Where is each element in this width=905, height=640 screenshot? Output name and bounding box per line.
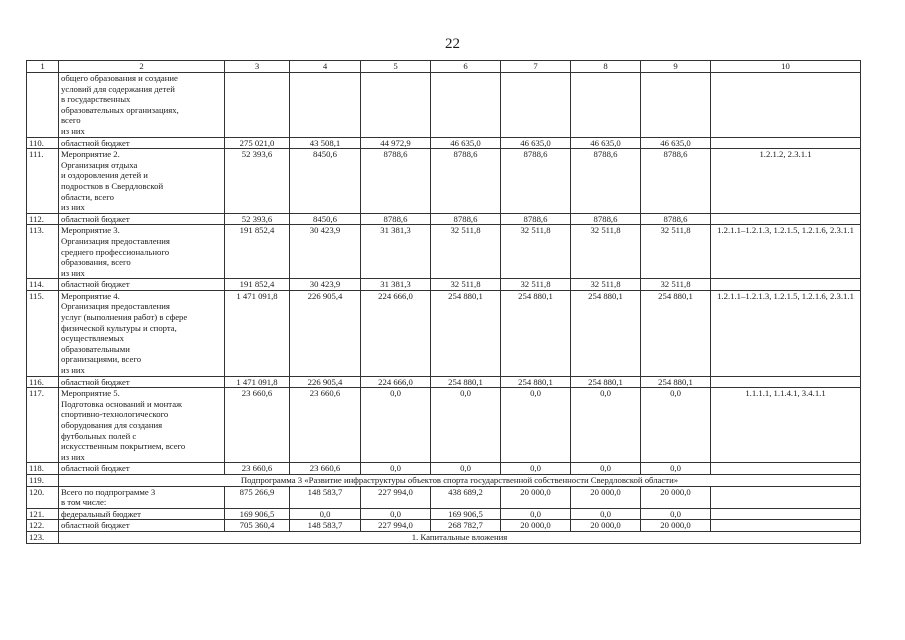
value-cell: 254 880,1 — [571, 290, 641, 376]
row-description — [59, 376, 225, 388]
value-cell: 148 583,7 — [290, 486, 361, 508]
row-number: 114. — [27, 279, 59, 291]
value-cell: 31 381,3 — [361, 225, 431, 279]
description-line: Организация предоставления — [61, 301, 170, 312]
table-row — [27, 149, 861, 214]
value-cell: 8788,6 — [571, 149, 641, 214]
value-cell: 30 423,9 — [290, 279, 361, 291]
description-line: среднего профессионального — [61, 246, 170, 257]
value-cell: 705 360,4 — [225, 520, 290, 532]
table-row — [27, 376, 861, 388]
value-cell: 0,0 — [571, 388, 641, 463]
value-cell: 268 782,7 — [431, 520, 501, 532]
value-cell: 20 000,0 — [571, 520, 641, 532]
row-description — [59, 290, 225, 376]
description-line: образования, всего — [61, 257, 131, 268]
target-indicators — [711, 376, 861, 388]
value-cell: 254 880,1 — [571, 376, 641, 388]
target-indicators — [711, 520, 861, 532]
table-row — [27, 520, 861, 532]
value-cell: 44 972,9 — [361, 137, 431, 149]
target-indicators: 1.2.1.2, 2.3.1.1 — [711, 149, 861, 214]
description-line: Мероприятие 2. — [61, 149, 120, 160]
table-body — [27, 61, 861, 544]
target-indicators — [711, 508, 861, 520]
value-cell: 8450,6 — [290, 213, 361, 225]
value-cell: 43 508,1 — [290, 137, 361, 149]
description-line: из них — [61, 202, 85, 213]
value-cell: 8788,6 — [431, 213, 501, 225]
value-cell: 227 994,0 — [361, 486, 431, 508]
row-description — [59, 520, 225, 532]
description-line: оборудования для создания — [61, 420, 163, 430]
target-indicators — [711, 213, 861, 225]
value-cell — [225, 73, 290, 138]
target-indicators: 1.2.1.1–1.2.1.3, 1.2.1.5, 1.2.1.6, 2.3.1.1 — [711, 225, 861, 279]
value-cell: 23 660,6 — [290, 463, 361, 475]
description-line: спортивно-технологического — [61, 409, 169, 420]
description-line: Организация отдыха — [61, 159, 138, 170]
description-line: областной бюджет — [61, 137, 130, 148]
row-description — [59, 213, 225, 225]
value-cell: 254 880,1 — [501, 376, 571, 388]
row-number: 117. — [27, 388, 59, 463]
description-line: образовательных организациях, — [61, 104, 179, 115]
row-number: 119. — [27, 474, 59, 486]
value-cell: 8788,6 — [361, 149, 431, 214]
target-indicators: 1.1.1.1, 1.1.4.1, 3.4.1.1 — [711, 388, 861, 463]
value-cell: 8788,6 — [501, 213, 571, 225]
row-description — [59, 508, 225, 520]
value-cell: 0,0 — [290, 508, 361, 520]
value-cell: 32 511,8 — [571, 279, 641, 291]
column-header: 8 — [571, 61, 641, 73]
row-number: 120. — [27, 486, 59, 508]
table-row — [27, 463, 861, 475]
row-description — [59, 149, 225, 214]
value-cell: 46 635,0 — [571, 137, 641, 149]
value-cell: 169 906,5 — [225, 508, 290, 520]
value-cell: 20 000,0 — [571, 486, 641, 508]
value-cell: 46 635,0 — [641, 137, 711, 149]
value-cell: 0,0 — [431, 463, 501, 475]
value-cell: 1 471 091,8 — [225, 376, 290, 388]
value-cell: 30 423,9 — [290, 225, 361, 279]
description-line: из них — [61, 267, 85, 278]
table-row — [27, 213, 861, 225]
value-cell — [361, 73, 431, 138]
row-number: 115. — [27, 290, 59, 376]
description-line: федеральный бюджет — [61, 508, 141, 519]
value-cell: 0,0 — [501, 508, 571, 520]
table-row — [27, 474, 861, 486]
column-header: 4 — [290, 61, 361, 73]
value-cell: 8788,6 — [361, 213, 431, 225]
value-cell: 169 906,5 — [431, 508, 501, 520]
value-cell: 31 381,3 — [361, 279, 431, 291]
description-line: из них — [61, 365, 85, 376]
value-cell: 875 266,9 — [225, 486, 290, 508]
description-line: областной бюджет — [61, 463, 130, 474]
target-indicators — [711, 279, 861, 291]
table-row — [27, 486, 861, 508]
table-row — [27, 531, 861, 543]
row-description — [59, 279, 225, 291]
description-line: всего — [61, 115, 81, 126]
description-line: осуществляемых — [61, 333, 124, 344]
value-cell — [641, 73, 711, 138]
table-row — [27, 279, 861, 291]
description-line: областной бюджет — [61, 520, 130, 531]
value-cell: 20 000,0 — [501, 520, 571, 532]
description-line: в том числе: — [61, 497, 107, 508]
column-header: 7 — [501, 61, 571, 73]
description-line: Всего по подпрограмме 3 — [61, 486, 156, 497]
value-cell: 0,0 — [431, 388, 501, 463]
value-cell: 8788,6 — [641, 213, 711, 225]
value-cell: 20 000,0 — [641, 520, 711, 532]
description-line: подростков в Свердловской — [61, 180, 164, 191]
value-cell: 254 880,1 — [431, 376, 501, 388]
column-header: 1 — [27, 61, 59, 73]
value-cell: 1 471 091,8 — [225, 290, 290, 376]
value-cell: 52 393,6 — [225, 213, 290, 225]
value-cell: 20 000,0 — [641, 486, 711, 508]
value-cell: 0,0 — [641, 508, 711, 520]
row-number: 122. — [27, 520, 59, 532]
column-header: 9 — [641, 61, 711, 73]
value-cell: 8788,6 — [431, 149, 501, 214]
description-line: Мероприятие 4. — [61, 290, 120, 301]
description-line: областной бюджет — [61, 279, 130, 290]
description-line: организациями, всего — [61, 354, 142, 365]
value-cell: 32 511,8 — [501, 279, 571, 291]
description-line: из них — [61, 451, 85, 462]
description-line: в государственных — [61, 94, 131, 105]
target-indicators — [711, 486, 861, 508]
value-cell: 8450,6 — [290, 149, 361, 214]
value-cell — [501, 73, 571, 138]
description-line: Подготовка оснований и монтаж — [61, 398, 183, 409]
value-cell: 254 880,1 — [641, 290, 711, 376]
section-title: 1. Капитальные вложения — [59, 531, 861, 543]
value-cell: 224 666,0 — [361, 290, 431, 376]
value-cell: 0,0 — [571, 463, 641, 475]
value-cell: 191 852,4 — [225, 225, 290, 279]
row-description — [59, 463, 225, 475]
value-cell: 0,0 — [641, 463, 711, 475]
column-header: 10 — [711, 61, 861, 73]
value-cell: 254 880,1 — [501, 290, 571, 376]
value-cell: 32 511,8 — [431, 225, 501, 279]
table-row — [27, 290, 861, 376]
value-cell: 0,0 — [361, 463, 431, 475]
column-header: 2 — [59, 61, 225, 73]
value-cell: 23 660,6 — [290, 388, 361, 463]
description-line: Мероприятие 5. — [61, 388, 120, 399]
value-cell: 32 511,8 — [501, 225, 571, 279]
table-row — [27, 137, 861, 149]
table-row — [27, 225, 861, 279]
target-indicators: 1.2.1.1–1.2.1.3, 1.2.1.5, 1.2.1.6, 2.3.1.1 — [711, 290, 861, 376]
description-line: общего образования и создание — [61, 73, 178, 83]
row-number: 123. — [27, 531, 59, 543]
value-cell: 32 511,8 — [571, 225, 641, 279]
description-line: физической культуры и спорта, — [61, 322, 177, 333]
value-cell: 8788,6 — [641, 149, 711, 214]
value-cell: 23 660,6 — [225, 388, 290, 463]
description-line: футбольных полей с — [61, 430, 137, 441]
row-description — [59, 73, 225, 138]
target-indicators — [711, 137, 861, 149]
value-cell: 8788,6 — [501, 149, 571, 214]
section-title: Подпрограмма 3 «Развитие инфраструктуры объектов спорта государственной собственности Свердловской области» — [59, 474, 861, 486]
value-cell — [571, 73, 641, 138]
column-header: 3 — [225, 61, 290, 73]
value-cell: 8788,6 — [571, 213, 641, 225]
table-row — [27, 73, 861, 138]
description-line: и оздоровления детей и — [61, 170, 148, 181]
row-description — [59, 388, 225, 463]
value-cell: 226 905,4 — [290, 376, 361, 388]
description-line: областной бюджет — [61, 213, 130, 224]
value-cell: 224 666,0 — [361, 376, 431, 388]
value-cell — [431, 73, 501, 138]
value-cell: 0,0 — [501, 388, 571, 463]
program-table — [26, 60, 861, 544]
row-number: 110. — [27, 137, 59, 149]
value-cell: 0,0 — [641, 388, 711, 463]
description-line: условий для содержания детей — [61, 83, 175, 94]
row-number: 121. — [27, 508, 59, 520]
column-header: 5 — [361, 61, 431, 73]
description-line: Организация предоставления — [61, 235, 170, 246]
description-line: областной бюджет — [61, 376, 130, 387]
table-row — [27, 388, 861, 463]
row-number: 118. — [27, 463, 59, 475]
description-line: образовательными — [61, 343, 130, 354]
value-cell: 20 000,0 — [501, 486, 571, 508]
value-cell: 226 905,4 — [290, 290, 361, 376]
description-line: из них — [61, 125, 85, 136]
description-line: услуг (выполнения работ) в сфере — [61, 312, 188, 323]
value-cell: 227 994,0 — [361, 520, 431, 532]
target-indicators — [711, 73, 861, 138]
value-cell — [290, 73, 361, 138]
value-cell: 438 689,2 — [431, 486, 501, 508]
row-description — [59, 486, 225, 508]
target-indicators — [711, 463, 861, 475]
value-cell: 52 393,6 — [225, 149, 290, 214]
value-cell: 32 511,8 — [641, 225, 711, 279]
row-number: 113. — [27, 225, 59, 279]
page-number: 22 — [445, 36, 460, 52]
value-cell: 148 583,7 — [290, 520, 361, 532]
row-number: 111. — [27, 149, 59, 214]
value-cell: 275 021,0 — [225, 137, 290, 149]
value-cell: 254 880,1 — [431, 290, 501, 376]
value-cell: 0,0 — [571, 508, 641, 520]
value-cell: 0,0 — [361, 508, 431, 520]
table-row — [27, 508, 861, 520]
description-line: Мероприятие 3. — [61, 225, 120, 236]
value-cell: 191 852,4 — [225, 279, 290, 291]
value-cell: 32 511,8 — [641, 279, 711, 291]
value-cell: 32 511,8 — [431, 279, 501, 291]
description-line: области, всего — [61, 191, 114, 202]
value-cell: 46 635,0 — [501, 137, 571, 149]
value-cell: 0,0 — [361, 388, 431, 463]
row-number: 116. — [27, 376, 59, 388]
row-description — [59, 225, 225, 279]
column-header: 6 — [431, 61, 501, 73]
description-line: искусственным покрытием, всего — [61, 441, 186, 452]
value-cell: 254 880,1 — [641, 376, 711, 388]
value-cell: 0,0 — [501, 463, 571, 475]
value-cell: 23 660,6 — [225, 463, 290, 475]
row-number — [27, 73, 59, 138]
value-cell: 46 635,0 — [431, 137, 501, 149]
header-row — [27, 61, 861, 73]
row-description — [59, 137, 225, 149]
row-number: 112. — [27, 213, 59, 225]
